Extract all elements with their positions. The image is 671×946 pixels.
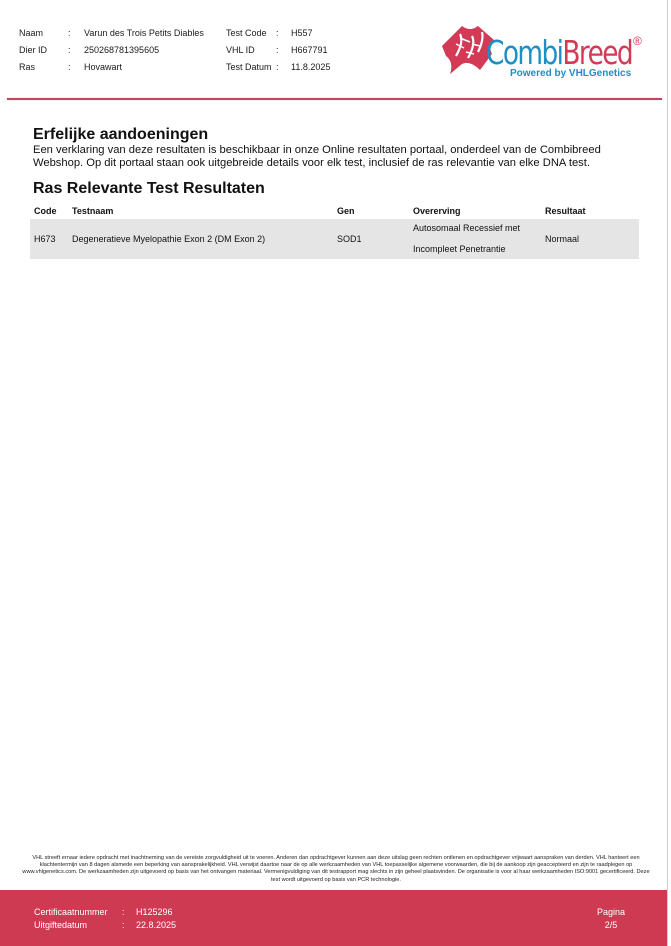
info-label: VHL ID [226,45,255,55]
cell-overerving [413,218,545,260]
column-header-gen: Gen [337,206,355,216]
page-label: Pagina [597,907,626,917]
info-label: Test Code [226,28,267,38]
logo-breed: Breed [562,33,633,72]
info-row-test-code [226,25,330,42]
disclaimer-text: VHL streeft ernaar iedere opdracht met inachtneming van de vereiste zorgvuldigheid uit te voeren. Anderen dan opdrachtgever kunnen aan deze uitslag geen rechten ontlenen en opdrachtgever vrijwaart aanspraken van derden. VHL hanteert een klachtentermijn van 8 dagen alsmede een beperking van aansprakelijkheid. VHL verwijst daartoe naar de op alle werkzaamheden van VHL toepasselijke algemene voorwaarden, die bij de aankoop zijn geaccepteerd en zijn te raadplegen op www.vhlgenetics.com. De werkzaamheden zijn uitgevoerd op basis van het ontvangen materiaal. Vermenigvuldiging van dit testrapport mag slechts in zijn geheel plaatsvinden. De organisatie is voor al haar werkzaamheden ISO:9001 gecertificeerd. Deze test wordt uitgevoerd op basis van PCR technologie. [22,855,650,883]
info-value: Varun des Trois Petits Diables [84,28,204,38]
overerving-line: Incompleet Penetrantie [413,244,506,254]
info-row-naam [19,25,204,42]
info-separator: : [276,62,279,72]
logo-combi: Combi [486,33,563,72]
info-separator: : [276,45,279,55]
info-separator: : [68,62,71,72]
logo-wordmark [486,34,632,72]
info-value: H667791 [291,45,328,55]
footer-band [0,890,667,946]
animal-info [19,25,204,76]
footer-value: H125296 [136,907,173,917]
info-label: Test Datum [226,62,272,72]
overerving-line: Autosomaal Recessief met [413,223,521,233]
info-value: 250268781395605 [84,45,160,55]
info-value: 11.8.2025 [291,62,331,72]
info-row-ras [19,59,204,76]
combibreed-logo [436,20,666,85]
header-divider [7,98,662,100]
column-header-overerving: Overerving [413,206,461,216]
info-row-test-datum [226,59,330,76]
info-separator: : [276,28,279,38]
footer-value: 22.8.2025 [136,920,177,930]
column-header-code: Code [34,206,57,216]
section-title-erfelijke: Erfelijke aandoeningen [33,126,209,143]
footer-row-uitgiftedatum [34,919,176,932]
cell-gen: SOD1 [337,234,362,244]
column-header-resultaat: Resultaat [545,206,586,216]
info-row-vhl-id [226,42,330,59]
footer-separator: : [122,920,125,930]
cell-resultaat: Normaal [545,234,580,244]
cell-code: H673 [34,234,56,244]
footer-label: Certificaatnummer [34,907,108,917]
page-number: 2/5 [604,920,618,930]
test-info [226,25,330,76]
info-label: Ras [19,62,36,72]
table-header [30,203,639,219]
column-header-testnaam: Testnaam [72,206,114,216]
info-separator: : [68,45,71,55]
info-value: H557 [291,28,313,38]
cell-testnaam: Degeneratieve Myelopathie Exon 2 (DM Exon 2) [72,234,266,244]
certificate-info [34,906,176,932]
info-separator: : [68,28,71,38]
info-label: Naam [19,28,44,38]
section-title-ras-relevante: Ras Relevante Test Resultaten [33,180,265,197]
table-row [30,219,639,259]
footer-label: Uitgiftedatum [34,920,88,930]
info-value: Hovawart [84,62,123,72]
section-description: Een verklaring van deze resultaten is beschikbaar in onze Online resultaten portaal, onderdeel van de Combibreed Webshop. Op dit portaal staan ook uitgebreide details voor elk test, inclusief de ras relevantie van elke DNA test. [33,144,601,169]
page-edge [667,0,668,946]
registered-mark: ® [633,34,642,48]
footer-separator: : [122,907,125,917]
footer-row-certificaat [34,906,176,919]
page-indicator [597,906,625,932]
results-table [30,203,639,259]
info-row-dier-id [19,42,204,59]
info-label: Dier ID [19,45,48,55]
logo-tagline: Powered by VHLGenetics [510,68,632,79]
